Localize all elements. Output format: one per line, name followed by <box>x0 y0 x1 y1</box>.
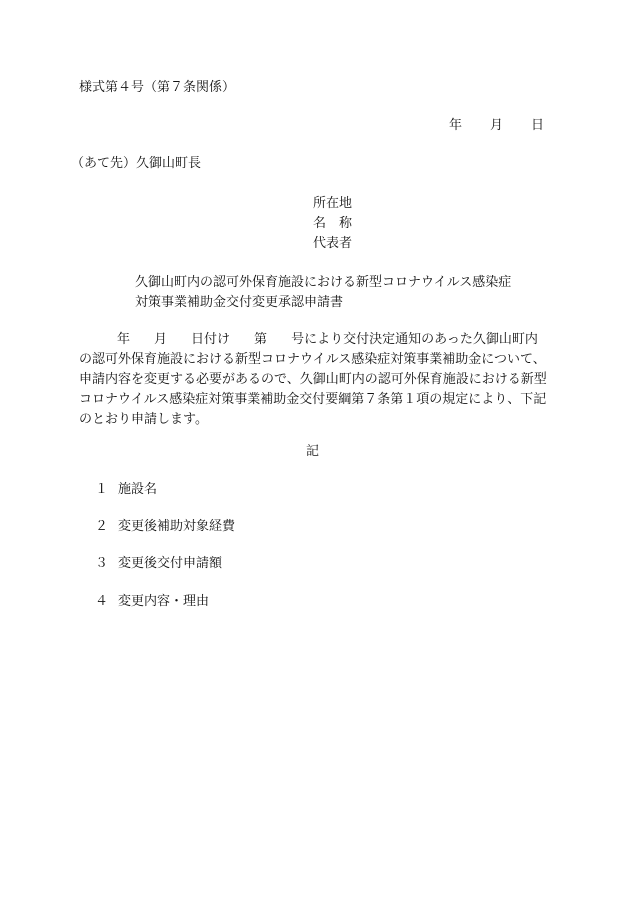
body-paragraph <box>79 330 549 430</box>
document-title-line-1: 久御山町内の認可外保育施設における新型コロナウイルス感染症 <box>135 275 512 290</box>
date-line <box>449 118 544 134</box>
list-item-label: 変更後補助対象経費 <box>118 519 236 534</box>
applicant-block <box>313 194 352 254</box>
applicant-representative-label: 代表者 <box>313 236 353 251</box>
list-item <box>95 519 235 535</box>
list-item-number: ２ <box>95 519 109 534</box>
list-item-label: 変更内容・理由 <box>118 594 210 609</box>
body-rest: 号により交付決定通知のあった久御山町内の認可外保育施設における新型コロナウイルス感染症対策事業補助金について、申請内容を変更する必要があるので、久御山町内の認可外保育施設における新型コロナウイルス感染症対策事業補助金交付要綱第７条第１項の規定により、下記のとおり申請します。 <box>79 332 547 427</box>
applicant-location-label: 所在地 <box>313 196 353 211</box>
list-item <box>95 556 222 572</box>
form-number: 様式第４号（第７条関係） <box>79 80 236 95</box>
body-dai: 第 <box>254 332 268 347</box>
ki-heading: 記 <box>306 444 320 459</box>
date-month: 月 <box>489 118 503 133</box>
list-item <box>95 594 209 610</box>
document-title-line-2: 対策事業補助金交付変更承認申請書 <box>135 295 344 310</box>
date-year: 年 <box>448 118 462 133</box>
list-item <box>95 482 157 498</box>
applicant-name-label: 名 称 <box>313 216 353 231</box>
list-item-number: ４ <box>95 594 109 609</box>
body-year: 年 <box>117 332 131 347</box>
date-day: 日 <box>530 118 544 133</box>
list-item-number: ３ <box>95 556 109 571</box>
document-title <box>135 273 511 313</box>
addressee: （あて先）久御山町長 <box>71 156 202 171</box>
list-item-label: 変更後交付申請額 <box>118 556 223 571</box>
list-item-label: 施設名 <box>118 482 158 497</box>
body-dated: 日付け <box>191 332 231 347</box>
list-item-number: １ <box>95 482 109 497</box>
body-month: 月 <box>154 332 168 347</box>
